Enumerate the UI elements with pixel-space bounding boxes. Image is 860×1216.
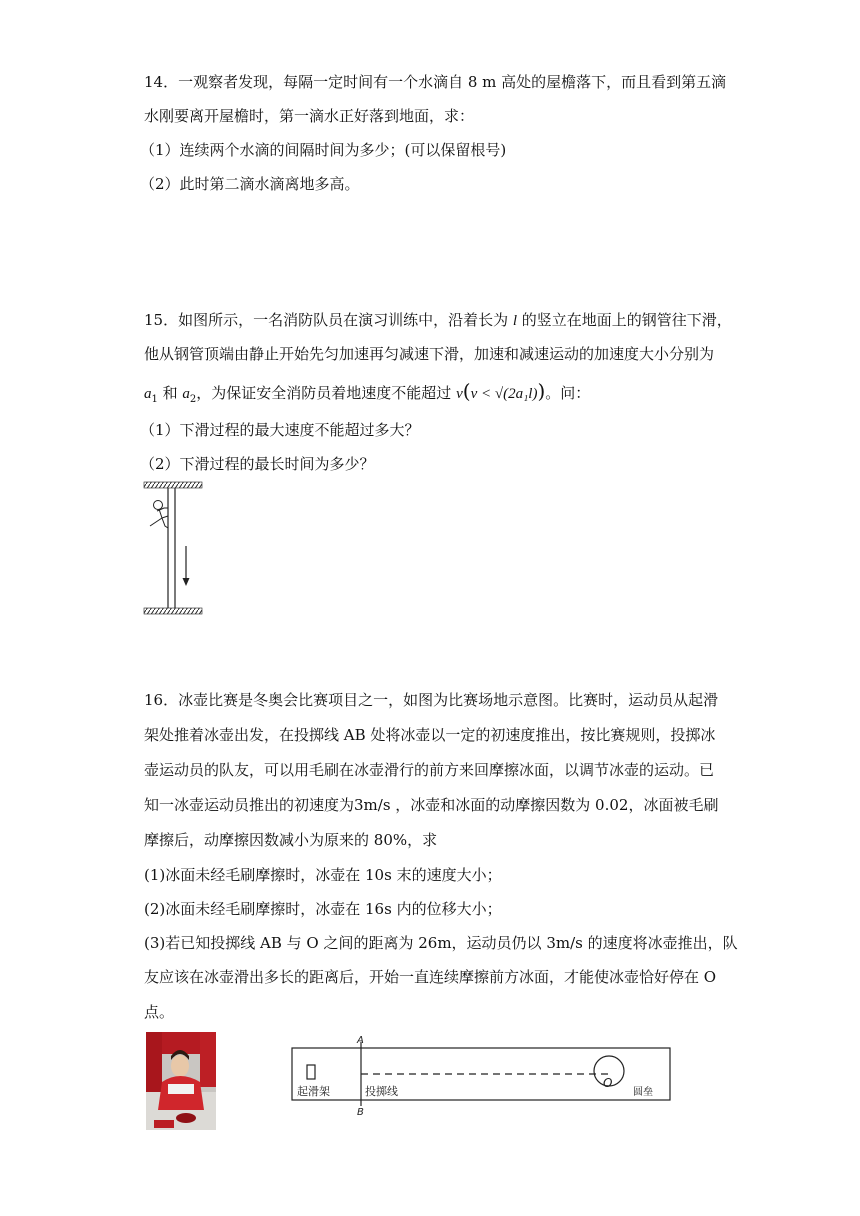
label-start: 起滑架 [297,1085,330,1098]
down-arrow-icon [183,546,190,586]
q15-line1-b: 的竖立在地面上的钢管往下滑， [517,311,732,329]
q16-part3-line3: 点。 [144,1003,175,1021]
q15-and: 和 [157,384,183,402]
q14-part1: （1）连续两个水滴的间隔时间为多少；(可以保留根号) [140,141,507,159]
q16-line2: 架处推着冰壶出发，在投掷线 AB 处将冰壶以一定的初速度推出，按比赛规则，投掷冰 [144,726,716,744]
q16-line1: 16．冰壶比赛是冬奥会比赛项目之一，如图为比赛场地示意图。比赛时，运动员从起滑 [144,691,719,709]
q16-line3: 壶运动员的队友，可以用毛刷在冰壶滑行的前方来回摩擦冰面，以调节冰壶的运动。已 [144,761,715,779]
q15-line1 [144,310,732,331]
firefighter-pole-figure [142,478,206,618]
label-o: O [603,1076,613,1090]
q14-part2: （2）此时第二滴水滴离地多高。 [140,175,360,193]
q16-line4: 知一冰壶运动员推出的初速度为3m/s ，冰壶和冰面的动摩擦因数为 0.02，冰面被毛刷 [144,796,719,814]
q14-line1: 14．一观察者发现，每隔一定时间有一个水滴自 8 m 高处的屋檐落下，而且看到第五滴 [144,73,727,91]
q16-part1: (1)冰面未经毛刷摩擦时，冰壶在 10s 末的速度大小； [144,866,502,884]
q15-part1: （1）下滑过程的最大速度不能超过多大？ [140,421,420,439]
q16-part3-line2: 友应该在冰壶滑出多长的距离后，开始一直连续摩擦前方冰面，才能使冰壶恰好停在 O [144,968,717,986]
q16-part3-line1: (3)若已知投掷线 AB 与 O 之间的距离为 26m，运动员仍以 3m/s 的速度将冰壶推出，队 [144,934,738,952]
q15-line1-a: 15．如图所示，一名消防队员在演习训练中，沿着长为 [144,311,513,329]
q15-line3: $a_1$ 和 $a_2$，为保证安全消防员着地速度不能超过 v(v < √(2a₁l))。问： [144,379,591,405]
q15-line3-end: 。问： [545,384,591,402]
q15-a1: a [144,386,152,402]
ground-hatch [144,608,202,614]
q15-a1-sub: 1 [151,394,158,405]
curling-athlete-photo [146,1032,216,1130]
q15-var-l: l [512,313,518,329]
q15-a2: a [182,386,190,402]
q15-line3-text: ，为保证安全消防员着地速度不能超过 [196,384,457,402]
q15-a2-sub: 2 [189,394,197,405]
ceiling-hatch [144,482,202,488]
q16-part2: (2)冰面未经毛刷摩擦时，冰壶在 16s 内的位移大小； [144,900,502,918]
q15-v: v [456,386,463,402]
curling-rink-diagram [285,1034,675,1116]
q15-part2: （2）下滑过程的最长时间为多少？ [140,455,375,473]
label-house: 圆垒 [633,1087,653,1098]
firefighter-icon [150,501,168,529]
q15-condition: v < √(2a₁l) [470,386,538,402]
q16-line5: 摩擦后，动摩擦因数减小为原来的 80%，求 [144,831,438,849]
label-b: B [357,1107,364,1116]
label-a: A [357,1035,364,1046]
q15-line2: 他从钢管顶端由静止开始先匀加速再匀减速下滑，加速和减速运动的加速度大小分别为 [144,345,715,363]
label-throw-line: 投掷线 [365,1085,398,1098]
q14-line2: 水刚要离开屋檐时，第一滴水正好落到地面，求： [144,107,475,125]
start-block-icon [307,1065,315,1079]
